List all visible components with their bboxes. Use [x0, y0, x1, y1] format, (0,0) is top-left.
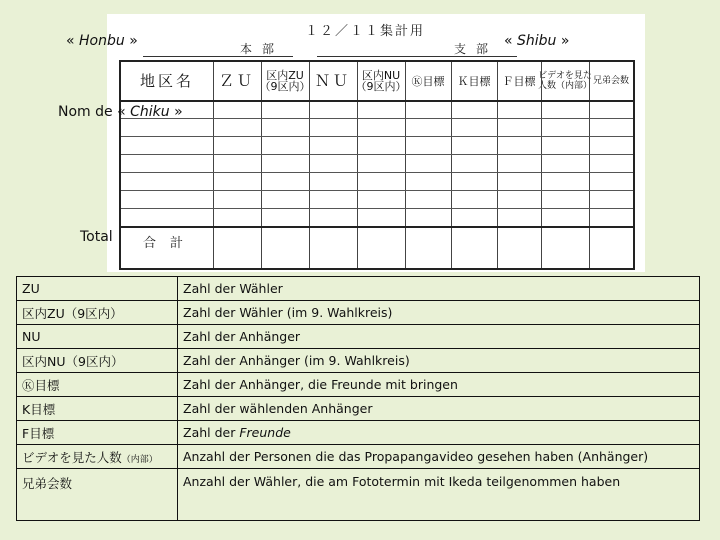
legend-term: 区内NU（9区内） [17, 349, 178, 373]
form-col-kunai-zu: 区内ZU （9区内） [259, 69, 311, 93]
grid-vline [309, 62, 310, 268]
grid-hline [121, 154, 633, 155]
legend-term: F目標 [17, 421, 178, 445]
legend-definition: Zahl der Anhänger [178, 325, 700, 349]
grid-hline [121, 136, 633, 137]
table-row [17, 469, 700, 521]
legend-definition: Zahl der Wähler [178, 277, 700, 301]
legend-term: K目標 [17, 397, 178, 421]
legend-definition: Zahl der Anhänger, die Freunde mit bringen [178, 373, 700, 397]
table-row [17, 373, 700, 397]
form-col-k: Ｋ目標 [457, 74, 491, 88]
shibu-label: « Shibu » [504, 33, 570, 49]
form-total-label: 合計 [143, 236, 198, 251]
legend-definition: Zahl der Wähler (im 9. Wahlkreis) [178, 301, 700, 325]
table-row [17, 277, 700, 301]
grid-vline [541, 62, 542, 268]
form-honbu-text: 本部 [240, 42, 285, 56]
legend-term: ZU [17, 277, 178, 301]
grid-hline [121, 172, 633, 173]
form-col-zu: ＺＵ [218, 71, 255, 90]
grid-vline [405, 62, 406, 268]
form-col-f: Ｆ目標 [502, 74, 536, 88]
form-col-k-circle: Ⓚ目標 [411, 74, 445, 88]
legend-term: ビデオを見た人数（内部） [17, 445, 178, 469]
form-col-chiku: 地区名 [139, 71, 194, 90]
tally-form-scan [107, 14, 645, 272]
legend-term: Ⓚ目標 [17, 373, 178, 397]
form-grid [119, 60, 635, 270]
form-col-kunai-nu: 区内NU （9区内） [355, 69, 407, 93]
table-row [17, 349, 700, 373]
legend-definition: Anzahl der Wähler, die am Fototermin mit Ikeda teilgenommen haben [178, 469, 700, 521]
form-shibu-text: 支部 [454, 42, 499, 56]
grid-vline [261, 62, 262, 268]
table-row [17, 397, 700, 421]
legend-definition: Zahl der Freunde [178, 421, 700, 445]
form-date-header: １２／１１集計用 [305, 24, 426, 39]
grid-hline [121, 100, 633, 102]
table-row [17, 301, 700, 325]
form-col-kyodai: 兄弟会数 [592, 76, 629, 86]
grid-hline [121, 190, 633, 191]
grid-hline [121, 118, 633, 119]
grid-hline [121, 208, 633, 209]
honbu-label: « Honbu » [66, 33, 138, 49]
grid-hline [121, 226, 633, 228]
form-col-video: ビデオを見た 人数（内部） [538, 71, 593, 91]
grid-vline [589, 62, 590, 268]
legend-table [16, 276, 700, 521]
chiku-label: Nom de « Chiku » [58, 104, 183, 120]
table-row [17, 325, 700, 349]
table-row [17, 421, 700, 445]
table-row [17, 445, 700, 469]
legend-definition: Anzahl der Personen die das Propapangavideo gesehen haben (Anhänger) [178, 445, 700, 469]
legend-definition: Zahl der wählenden Anhänger [178, 397, 700, 421]
form-col-nu: ＮＵ [314, 71, 351, 90]
grid-vline [357, 62, 358, 268]
total-label: Total [80, 229, 113, 245]
legend-definition: Zahl der Anhänger (im 9. Wahlkreis) [178, 349, 700, 373]
legend-term: 兄弟会数 [17, 469, 178, 521]
grid-vline [213, 62, 214, 268]
grid-vline [451, 62, 452, 268]
legend-term: NU [17, 325, 178, 349]
legend-term: 区内ZU（9区内） [17, 301, 178, 325]
grid-vline [497, 62, 498, 268]
